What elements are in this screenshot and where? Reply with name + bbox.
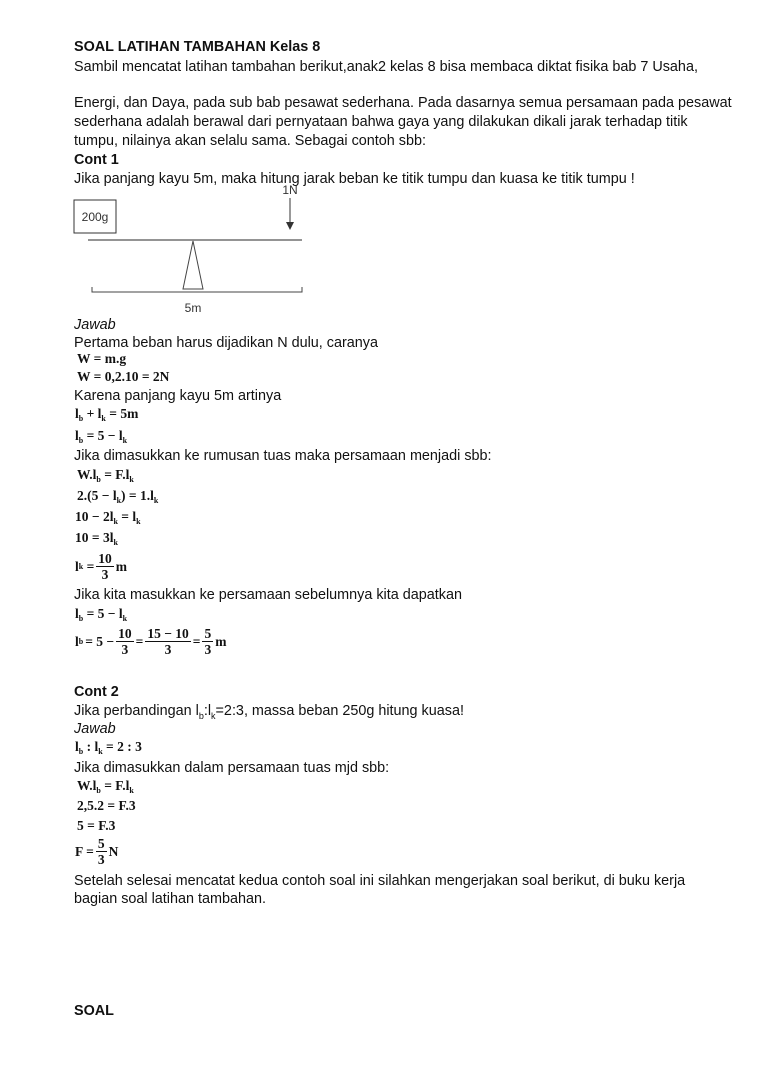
fraction-c: $\frac{5}{3}$ bbox=[204, 626, 212, 657]
eq-lb-expression: $l_b = 5 - l_k$ bbox=[75, 428, 128, 445]
cont2-question: Jika perbandingan $l_b:l_k=2:3$, massa beban 250g hitung kuasa! bbox=[74, 703, 464, 721]
eq-ratio: $l_b$ : $l_k = 2$ : 3 bbox=[75, 739, 142, 756]
length-label: 5m bbox=[184, 301, 202, 315]
fraction-b: $\frac{15 - 10}{3}$ bbox=[147, 626, 189, 657]
cont1-heading: Cont 1 bbox=[74, 152, 119, 168]
eq-substitution-2: 2,5.2 = F.3 bbox=[77, 798, 136, 813]
eq-weight-value: W = 0,2.10 = 2N bbox=[77, 369, 170, 384]
cont1-step3: Jika dimasukkan ke rumusan tuas maka persamaan menjadi sbb: bbox=[74, 448, 492, 464]
cont2-heading: Cont 2 bbox=[74, 684, 119, 700]
eq-weight-formula: W = m.g bbox=[77, 351, 127, 366]
mass-label: 200g bbox=[81, 210, 109, 224]
eq-expand: $10 - 2l_k = l_k$ bbox=[75, 509, 141, 526]
cont1-step2: Karena panjang kayu 5m artinya bbox=[74, 388, 282, 404]
fraction-a: $\frac{10}{3}$ bbox=[118, 626, 132, 657]
cont1-step4: Jika kita masukkan ke persamaan sebelumnya kita dapatkan bbox=[74, 587, 462, 603]
closing-line-1: Setelah selesai mencatat kedua contoh soal ini silahkan mengerjakan soal berikut, di buku kerja bbox=[74, 873, 686, 889]
cont1-answer-label: Jawab bbox=[74, 317, 116, 333]
intro-line-1: Sambil mencatat latihan tambahan berikut,anak2 kelas 8 bisa membaca diktat fisika bab 7 Usaha, bbox=[74, 59, 698, 75]
eq-simplify-2: 5 = F.3 bbox=[77, 818, 116, 833]
cont1-step1: Pertama beban harus dijadikan N dulu, caranya bbox=[74, 335, 378, 351]
intro-line-4: tumpu, nilainya akan selalu sama. Sebagai contoh sbb: bbox=[74, 133, 426, 149]
cont1-question: Jika panjang kayu 5m, maka hitung jarak beban ke titik tumpu dan kuasa ke titik tumpu ! bbox=[74, 171, 635, 187]
cont2-step1: Jika dimasukkan dalam persamaan tuas mjd sbb: bbox=[74, 760, 390, 776]
fraction-5-3: $\frac{5}{3}$ bbox=[97, 836, 105, 867]
eq-lb-result: l b = 5 − $\frac{10}{3}$ = $\frac{15 - 10}{3}$ = $\frac{5}{3}$ m bbox=[75, 626, 227, 657]
closing-line-2: bagian soal latihan tambahan. bbox=[74, 891, 267, 907]
eq-force-result: F = $\frac{5}{3}$ N bbox=[75, 836, 119, 867]
document-title: SOAL LATIHAN TAMBAHAN Kelas 8 bbox=[74, 39, 321, 55]
force-arrow-head bbox=[286, 222, 294, 230]
eq-collect: $10 = 3l_k$ bbox=[75, 530, 118, 547]
eq-lk-result: l k = $\frac{10}{3}$ m bbox=[75, 551, 128, 582]
force-label: 1N bbox=[282, 183, 298, 197]
eq-lb-again: $l_b = 5 - l_k$ bbox=[75, 606, 128, 623]
eq-substitution: $2.(5 - l_k) = 1.l_k$ bbox=[77, 488, 159, 505]
eq-lever-rule: $W.l_b = F.l_k$ bbox=[77, 467, 134, 484]
soal-heading: SOAL bbox=[74, 1003, 114, 1019]
intro-line-3: sederhana adalah berawal dari pernyataan bahwa gaya yang dilakukan dikali jarak terhadap titik bbox=[74, 114, 688, 130]
fulcrum bbox=[183, 241, 203, 289]
fraction-10-3: $\frac{10}{3}$ bbox=[98, 551, 112, 582]
eq-lever-rule-2: $W.l_b = F.l_k$ bbox=[77, 778, 134, 795]
lever-figure bbox=[66, 182, 316, 318]
intro-line-2: Energi, dan Daya, pada sub bab pesawat sederhana. Pada dasarnya semua persamaan pada pesawat bbox=[74, 95, 732, 111]
cont2-answer-label: Jawab bbox=[74, 721, 116, 737]
eq-length-sum: $l_b + l_k = 5m$ bbox=[75, 406, 139, 423]
